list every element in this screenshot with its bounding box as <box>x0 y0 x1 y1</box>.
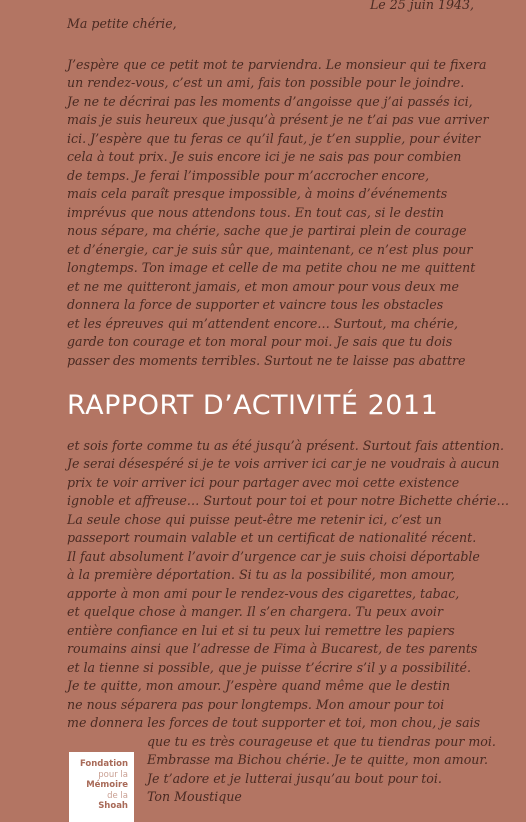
letter-line: J’espère que ce petit mot te parviendra. Le monsieur qui te fixera <box>67 57 487 72</box>
letter-line: roumains ainsi que l’adresse de Fima à Bucarest, de tes parents <box>67 641 478 656</box>
logo-line-pour-la: pour la <box>98 769 128 780</box>
logo-line-shoah: Shoah <box>98 801 128 811</box>
letter-line: et d’énergie, car je suis sûr que, maintenant, ce n’est plus pour <box>67 242 473 257</box>
letter-line: à la première déportation. Si tu as la possibilité, mon amour, <box>67 567 456 582</box>
letter-line: entière confiance en lui et si tu peux lui remettre les papiers <box>67 623 455 638</box>
letter-line: Je t’adore et je lutterai jusqu’au bout pour toi. <box>147 771 442 786</box>
letter-line: garde ton courage et ton moral pour moi. Je sais que tu dois <box>67 334 453 349</box>
letter-line: que tu es très courageuse et que tu tiendras pour moi. <box>147 734 496 749</box>
letter-line: et ne me quitteront jamais, et mon amour pour vous deux me <box>67 279 459 294</box>
letter-line: mais cela paraît presque impossible, à moins d’événements <box>67 186 448 201</box>
letter-line: mais je suis heureux que jusqu’à présent je ne t’ai pas vue arriver <box>67 112 489 127</box>
letter-line: cela à tout prix. Je suis encore ici je ne sais pas pour combien <box>67 149 462 164</box>
letter-line: apporte à mon ami pour le rendez-vous des cigarettes, tabac, <box>67 586 460 601</box>
letter-signature: Ton Moustique <box>147 789 242 804</box>
letter-line: imprévus que nous attendons tous. En tout cas, si le destin <box>67 205 445 220</box>
report-title: RAPPORT D’ACTIVITÉ 2011 <box>67 390 439 421</box>
letter-line: et sois forte comme tu as été jusqu’à présent. Surtout fais attention. <box>67 438 504 453</box>
letter-line: et les épreuves qui m’attendent encore… Surtout, ma chérie, <box>67 316 459 331</box>
letter-line: Je ne te décrirai pas les moments d’angoisse que j’ai passés ici, <box>67 94 473 109</box>
letter-line: longtemps. Ton image et celle de ma petite chou ne me quittent <box>67 260 476 275</box>
letter-line: un rendez-vous, c’est un ami, fais ton possible pour le joindre. <box>67 75 465 90</box>
letter-line: Je te quitte, mon amour. J’espère quand même que le destin <box>67 678 451 693</box>
letter-line: La seule chose qui puisse peut-être me retenir ici, c’est un <box>67 512 442 527</box>
letter-line: Il faut absolument l’avoir d’urgence car je suis choisi déportable <box>67 549 480 564</box>
logo-line-de-la: de la <box>107 790 128 801</box>
logo-line-fondation: Fondation <box>79 759 128 769</box>
letter-line: ignoble et affreuse… Surtout pour toi et pour notre Bichette chérie… <box>67 493 510 508</box>
letter-line: passer des moments terribles. Surtout ne te laisse pas abattre <box>67 353 466 368</box>
letter-line: me donnera les forces de tout supporter et toi, mon chou, je sais <box>67 715 481 730</box>
letter-date: Le 25 juin 1943, <box>369 0 474 12</box>
letter-line: prix te voir arriver ici pour partager avec moi cette existence <box>67 475 460 490</box>
letter-line: de temps. Je ferai l’impossible pour m’accrocher encore, <box>67 168 430 183</box>
letter-line: nous sépare, ma chérie, sache que je partirai plein de courage <box>67 223 467 238</box>
letter-line: ne nous séparera pas pour longtemps. Mon amour pour toi <box>67 697 445 712</box>
logo-line-memoire: Mémoire <box>86 780 128 790</box>
letter-salutation: Ma petite chérie, <box>67 16 177 31</box>
letter-line: passeport roumain valable et un certificat de nationalité récent. <box>67 530 477 545</box>
letter-line: Je serai désespéré si je te vois arriver ici car je ne voudrais à aucun <box>67 456 500 471</box>
foundation-logo <box>69 752 134 822</box>
letter-line: Embrasse ma Bichou chérie. Je te quitte, mon amour. <box>147 752 489 767</box>
letter-line: ici. J’espère que tu feras ce qu’il faut, je t’en supplie, pour éviter <box>67 131 481 146</box>
letter-line: donnera la force de supporter et vaincre tous les obstacles <box>67 297 444 312</box>
letter-line: et quelque chose à manger. Il s’en chargera. Tu peux avoir <box>67 604 443 619</box>
letter-line: et la tienne si possible, que je puisse t’écrire s’il y a possibilité. <box>67 660 471 675</box>
